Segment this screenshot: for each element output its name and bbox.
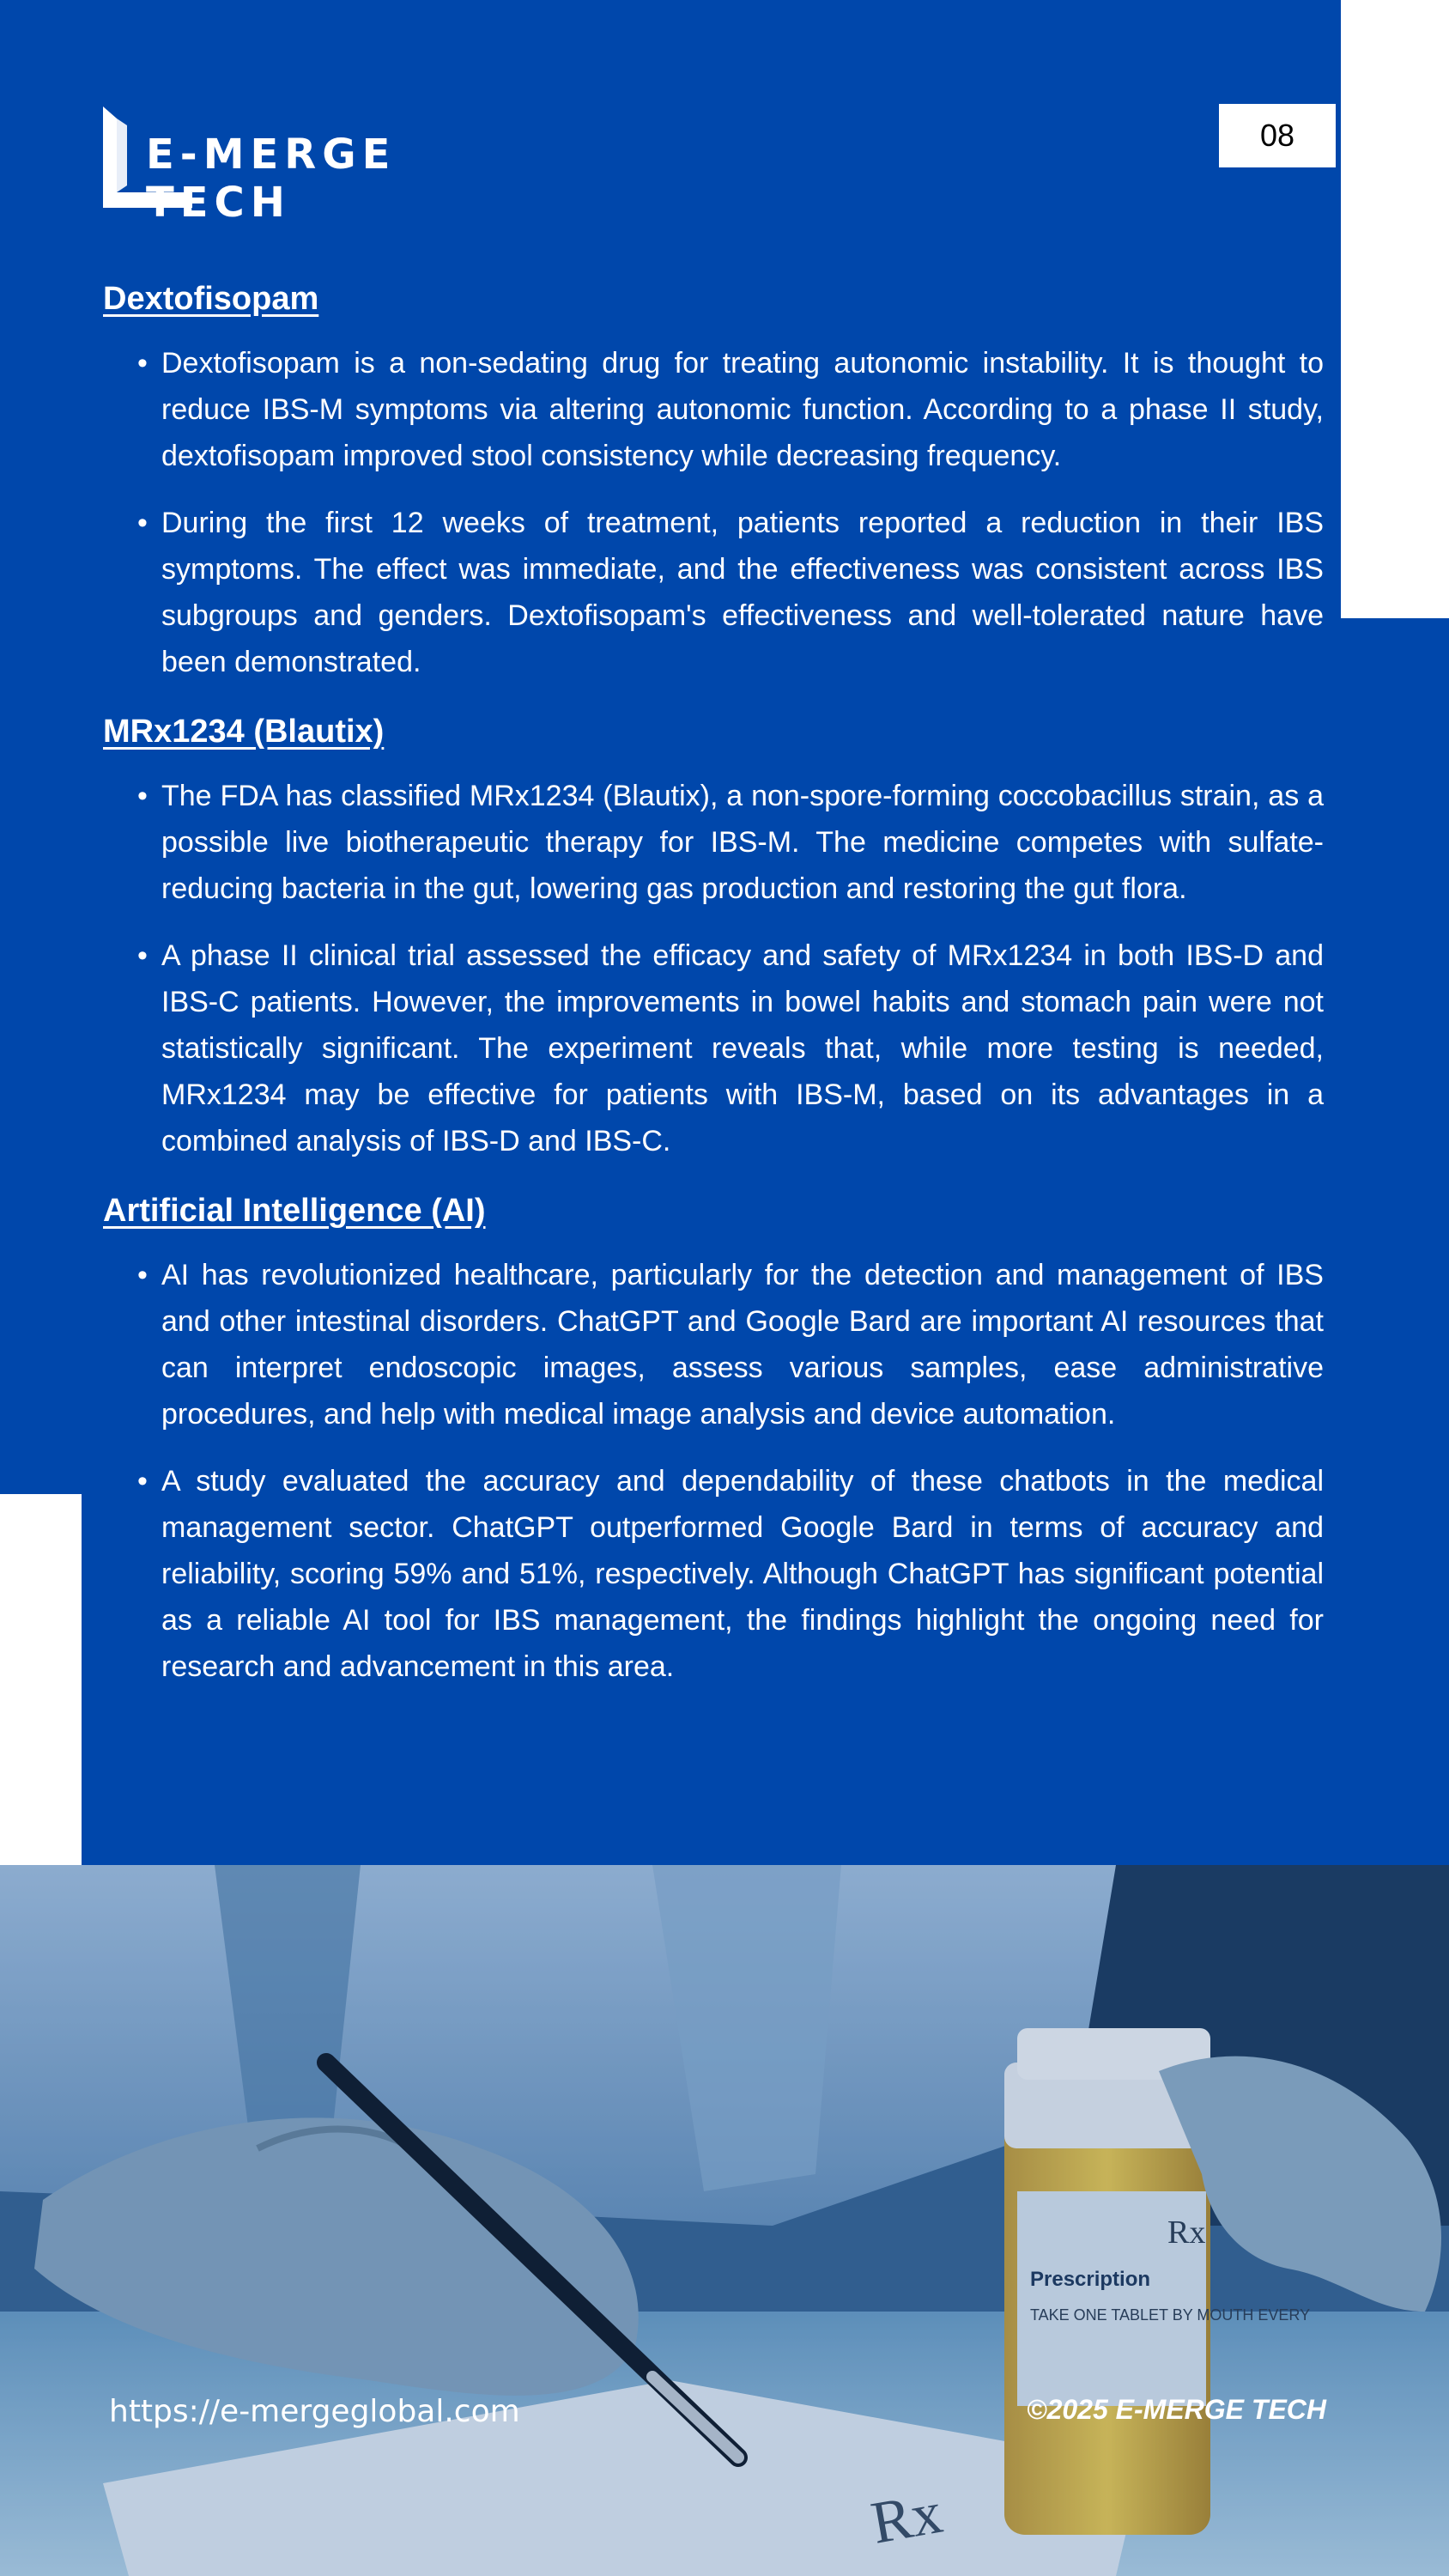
article-content	[103, 273, 1324, 1710]
bullet-item: • A phase II clinical trial assessed the efficacy and safety of MRx1234 in both IBS-D and IBS-C patients. However, the improvements in bowel habits and stomach pain were not statistically significant. The experiment reveals that, while more testing is needed, MRx1234 may be effective for patients with IBS-M, based on its advantages in a combined analysis of IBS-D and IBS-C.	[103, 933, 1324, 1164]
bullet-item: • Dextofisopam is a non-sedating drug for treating autonomic instability. It is thought to reduce IBS-M symptoms via altering autonomic function. According to a phase II study, dextofisopam improved stool consistency while decreasing frequency.	[103, 340, 1324, 479]
bullet-item: • A study evaluated the accuracy and dependability of these chatbots in the medical management sector. ChatGPT outperformed Google Bard in terms of accuracy and reliability, scoring 59% and 51%, respectively. Although ChatGPT has significant potential as a reliable AI tool for IBS management, the findings highlight the ongoing need for research and advancement in this area.	[103, 1458, 1324, 1690]
doctor-prescription-photo	[0, 1865, 1449, 2576]
bullet-list	[103, 1252, 1324, 1690]
section-dextofisopam	[103, 273, 1324, 685]
footer-copyright: ©2025 E-MERGE TECH	[1027, 2394, 1326, 2425]
bottle-prescription-label: Prescription	[1030, 2268, 1151, 2291]
bullet-list	[103, 773, 1324, 1164]
section-heading: Dextofisopam	[103, 281, 319, 317]
section-mrx1234	[103, 706, 1324, 1164]
brand-logo	[103, 106, 532, 227]
bullet-item: • AI has revolutionized healthcare, particularly for the detection and management of IBS and other intestinal disorders. ChatGPT and Google Bard are important AI resources that can interpret endoscopic images, assess various samples, ease administrative procedures, and help with medical image analysis and device automation.	[103, 1252, 1324, 1437]
section-artificial-intelligence	[103, 1185, 1324, 1690]
left-white-block	[0, 1494, 82, 1865]
page-number: 08	[1219, 104, 1336, 167]
bullet-list	[103, 340, 1324, 685]
photo-illustration	[0, 1865, 1449, 2576]
brand-name: E-MERGE TECH	[146, 131, 397, 227]
bottle-rx-label: Rx	[1167, 2215, 1206, 2251]
section-heading: Artificial Intelligence (AI)	[103, 1193, 486, 1229]
svg-text:Rx: Rx	[866, 2479, 948, 2557]
bottle-instructions-label: TAKE ONE TABLET BY MOUTH EVERY	[1030, 2306, 1311, 2324]
bullet-item: • During the first 12 weeks of treatment, patients reported a reduction in their IBS symptoms. The effect was immediate, and the effectiveness was consistent across IBS subgroups and genders. Dextofisopam's effectiveness and well-tolerated nature have been demonstrated.	[103, 500, 1324, 685]
footer-url-link[interactable]: https://e-mergeglobal.com	[109, 2394, 520, 2429]
section-heading: MRx1234 (Blautix)	[103, 714, 385, 750]
bullet-item: • The FDA has classified MRx1234 (Blautix), a non-spore-forming coccobacillus strain, as a possible live biotherapeutic therapy for IBS-M. The medicine competes with sulfate-reducing bacteria in the gut, lowering gas production and restoring the gut flora.	[103, 773, 1324, 912]
